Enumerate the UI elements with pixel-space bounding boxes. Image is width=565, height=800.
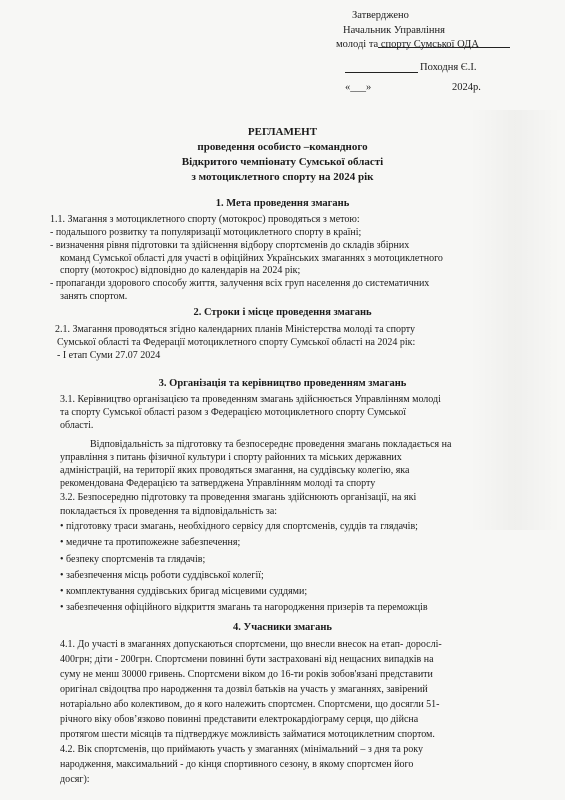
section-1-text: команд Сумської області для участі в офіційних Українських змаганнях з мотоциклетного [60,253,443,264]
section-1-text: занять спортом. [60,291,128,302]
approval-date-placeholder: «___» [345,82,372,93]
section-4-text: 4.2. Вік спортсменів, що приймають участь у змаганнях (мінімальний – з дня та року [60,744,424,755]
document-title: РЕГЛАМЕНТ [247,126,318,138]
section-1-text: спорту (мотокрос) відповідно до календарів на 2024 рік; [60,265,301,276]
section-4-heading: 4. Учасники змагань [233,622,332,633]
section-3-text: та спорту Сумської області разом з Федерацією мотоциклетного спорту Сумської [60,407,407,418]
section-4-text: оригінал свідоцтва про народження та дозвіл батьків на участь у змаганнях, завірений [60,684,428,695]
section-3-text: області. [60,420,94,431]
bullet-item: • забезпечення офіційного відкриття змагань та нагородження призерів та переможців [60,602,428,613]
section-1-heading: 1. Мета проведення змагань [215,198,350,209]
section-4-text: досяг): [60,774,90,785]
section-3-heading: 3. Організація та керівництво проведенням змагань [158,378,407,389]
section-3-text: адміністрацій, на території яких проводяться змагання, на суддівську колегію, яка [60,465,410,476]
section-4-text: народження, максимальний - до кінця спортивного сезону, в якому спортсмен його [60,759,414,770]
signature-line [345,72,418,73]
approval-signature-name: Походня Є.І. [420,62,477,73]
title-line-2: проведення особисто –командного [197,141,368,153]
section-3-text: Відповідальність за підготовку та безпосереднє проведення змагань покладається на [90,439,452,450]
section-3-text: рекомендована Федерацією та затверджена Управлінням молоді та спорту [60,478,376,489]
section-4-text: протягом шести місяців та підтверджує можливість займатися мотоциклетним спортом. [60,729,435,740]
section-3-text: 3.1. Керівництво організацією та проведенням змагань здійснюється Управлінням молоді [60,394,441,405]
bullet-item: • безпеку спортсменів та глядачів; [60,554,206,565]
section-2-text: - I етап Суми 27.07 2024 [57,350,161,361]
approval-line-1: Начальник Управління [343,25,445,36]
section-4-text: 4.1. До участі в змаганнях допускаються спортсмени, що внесли внесок на етап- дорослі- [60,639,442,650]
bullet-item: • забезпечення місць роботи суддівської колегії; [60,570,264,581]
approval-year: 2024р. [452,82,481,93]
section-3-text: 3.2. Безпосередню підготовку та проведення змагань здійснюють організації, на які [60,492,417,503]
section-4-text: 400грн; діти - 200грн. Спортсмени повинні бути застраховані від нещасних випадків на [60,654,434,665]
bullet-item: • комплектування суддівських бригад місцевими суддями; [60,586,308,597]
section-1-text: 1.1. Змагання з мотоциклетного спорту (мотокрос) проводяться з метою: [50,214,360,225]
signature-top-line [378,47,510,48]
section-1-text: - пропаганди здорового способу життя, залучення всіх груп населення до систематичних [50,278,430,289]
section-4-text: нотаріально або колективом, до я кого належить спортсмен. Спортсмени, що досягли 51- [60,699,440,710]
section-2-text: Сумської області та Федерації мотоциклетного спорту Сумської області на 2024 рік: [57,337,416,348]
approval-line-2: молоді та спорту Сумської ОДА [336,39,479,50]
section-4-text: річного віку обов’язково повинні представити електрокардіограму серця, що дійсна [60,714,419,725]
section-3-text: управління з питань фізичної культури і спорту районних та міських державних [60,452,402,463]
title-line-3: Відкритого чемпіонату Сумської області [181,156,384,168]
section-3-text: покладається їх проведення та відповідальність за: [60,506,278,517]
section-2-text: 2.1. Змагання проводяться згідно календарних планів Міністерства молоді та спорту [55,324,416,335]
section-1-text: - подальшого розвитку та популяризації мотоциклетного спорту в країні; [50,227,362,238]
bullet-item: • медичне та протипожежне забезпечення; [60,537,241,548]
title-line-4: з мотоциклетного спорту на 2024 рік [191,171,374,183]
bullet-item: • підготовку траси змагань, необхідного сервісу для спортсменів, суддів та глядачів; [60,521,418,532]
section-2-heading: 2. Строки і місце проведення змагань [193,307,372,318]
section-1-text: - визначення рівня підготовки та здійснення відбору спортсменів до складів збірних [50,240,410,251]
section-4-text: суму не менш 30000 гривень. Спортсмени віком до 16-ти років зобов'язані представити [60,669,433,680]
approval-heading: Затверджено [352,10,409,21]
